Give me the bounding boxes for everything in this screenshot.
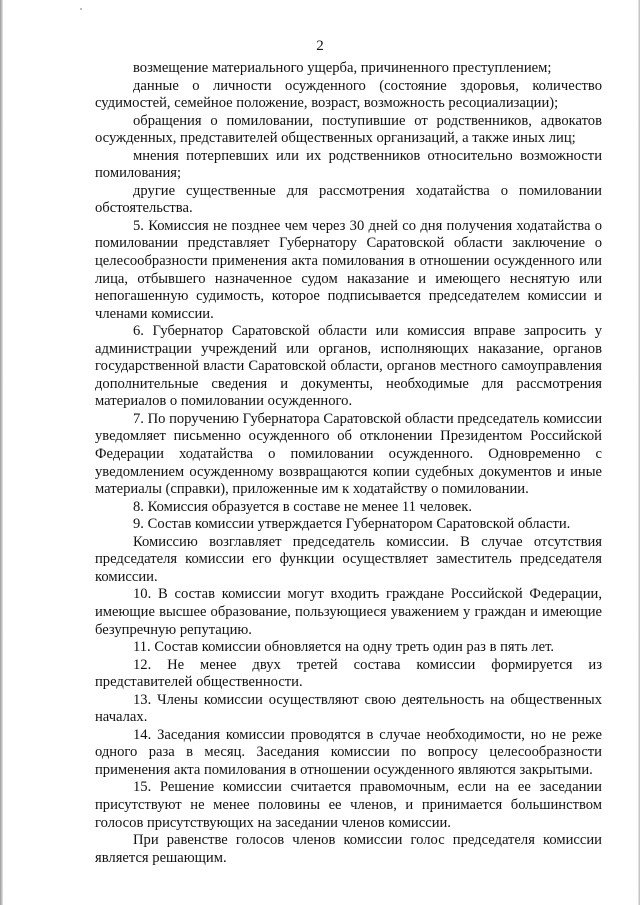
paragraph-item-12: 12. Не менее двух третей состава комиссии формируется из представителей общественности. — [95, 656, 602, 691]
paragraph-other-circumstances: другие существенные для рассмотрения ходатайства о помиловании обстоятельства. — [95, 182, 602, 217]
paragraph-item-14: 14. Заседания комиссии проводятся в случае необходимости, но не реже одного раза в месяц. Заседания комиссии по вопросу целесообразности применения акта помилования в отношении осужденного являются закрытыми. — [95, 726, 602, 778]
paragraph-victims-opinion: мнения потерпевших или их родственников относительно возможности помилования; — [95, 147, 602, 182]
paragraph-item-11: 11. Состав комиссии обновляется на одну треть один раз в пять лет. — [133, 639, 555, 656]
paragraph-item-7: 7. По поручению Губернатора Саратовской области председатель комиссии уведомляет письменно осужденного об отклонении Президентом Российской Федерации ходатайства о помиловании осужденного. Одновременно с уведомлением осужденному возвращаются копии судебных документов и иные материалы (справки), приложенные им к ходатайству о помиловании. — [95, 410, 603, 498]
paragraph-item-10: 10. В состав комиссии могут входить граждане Российской Федерации, имеющие высшее образование, пользующиеся уважением у граждан и имеющие безупречную репутацию. — [95, 586, 602, 638]
scan-artifact — [80, 8, 82, 10]
document-body — [95, 60, 602, 867]
paragraph-item-6: 6. Губернатор Саратовской области или комиссия вправе запросить у администрации учреждений или органов, исполняющих наказание, органов государственной власти Саратовской области, органов местного самоуправления дополнительные сведения и документы, необходимые для рассмотрения материалов о помиловании осужденного. — [95, 323, 602, 410]
paragraph-chairman: Комиссию возглавляет председатель комиссии. В случае отсутствия председателя комиссии его функции осуществляет заместитель председателя комиссии. — [95, 533, 602, 585]
page-number: 2 — [316, 38, 324, 54]
paragraph-item-5: 5. Комиссия не позднее чем через 30 дней со дня получения ходатайства о помиловании представляет Губернатору Саратовской области заключение о целесообразности применения акта помилования в отношении осужденного или лица, отбывшего назначенное судом наказание и имеющего неснятую или непогашенную судимость, которое подписывается председателем комиссии и членами комиссии. — [95, 217, 602, 322]
paragraph-damage: возмещение материального ущерба, причиненного преступлением; — [133, 60, 552, 76]
paragraph-item-9: 9. Состав комиссии утверждается Губернатором Саратовской области. — [133, 516, 571, 533]
paragraph-tie-vote: При равенстве голосов членов комиссии голос председателя комиссии является решающим. — [95, 832, 602, 866]
paragraph-personal-data: данные о личности осужденного (состояние здоровья, количество судимостей, семейное положение, возраст, возможность ресоциализации); — [95, 77, 602, 112]
scan-edge-left — [0, 0, 3, 905]
paragraph-item-15: 15. Решение комиссии считается правомочным, если на ее заседании присутствуют не менее половины ее членов, и принимается большинством голосов присутствующих на заседании членов комиссии. — [95, 779, 602, 831]
paragraph-appeals: обращения о помиловании, поступившие от родственников, адвокатов осужденных, представителей общественных организаций, а также иных лиц; — [95, 112, 602, 147]
paragraph-item-13: 13. Члены комиссии осуществляют свою деятельность на общественных началах. — [95, 691, 602, 726]
paragraph-item-8: 8. Комиссия образуется в составе не менее 11 человек. — [133, 498, 473, 515]
